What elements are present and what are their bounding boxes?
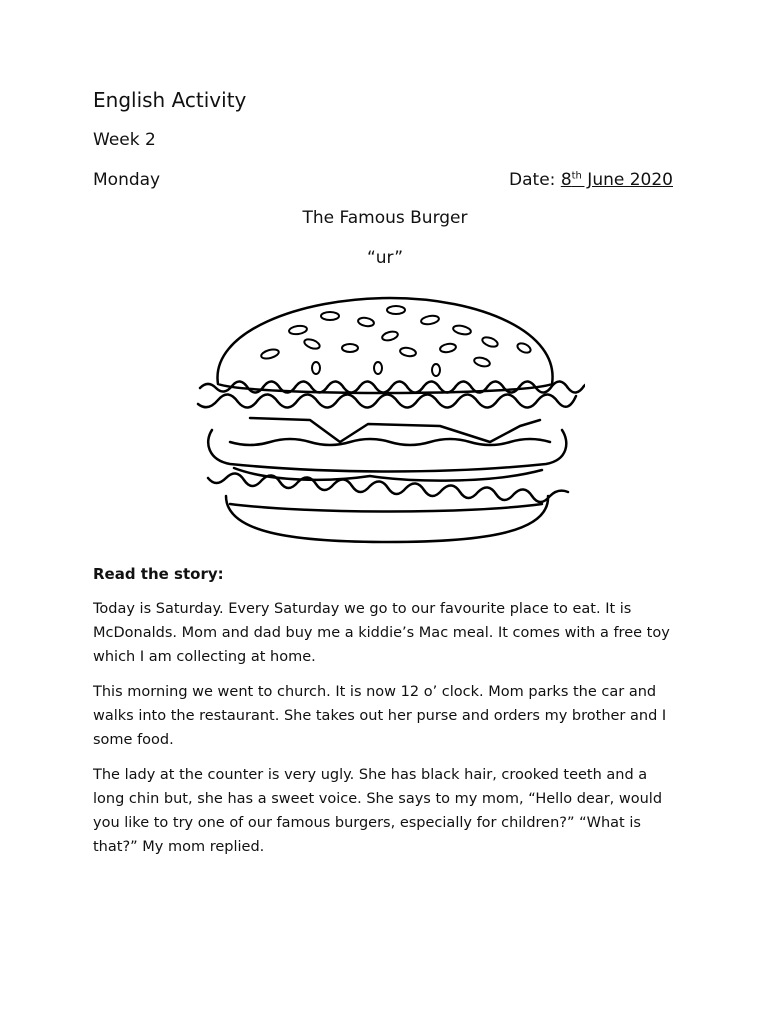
day-heading: Monday [93,170,161,190]
read-story-label: Read the story: [93,565,224,583]
date-label: Date: [509,170,556,190]
date-day: 8 [560,170,572,190]
week-heading: Week 2 [93,130,156,150]
activity-heading: English Activity [93,88,247,112]
phonics-sound: “ur” [366,248,404,268]
date-field [509,170,673,190]
story-paragraph-3: The lady at the counter is very ugly. She has black hair, crooked teeth and a long chin but, she has a sweet voice. She says to my mom, “Hello dear, would you like to try one of our famous burgers, especially for children?” “What is that?” My mom replied. [93,767,663,855]
date-value [561,170,673,190]
story-title: The Famous Burger [302,208,468,228]
date-suffix: th [571,170,582,182]
story-paragraph-1: Today is Saturday. Every Saturday we go to our favourite place to eat. It is McDonalds. Mom and dad buy me a kiddie’s Mac meal. It comes with a free toy which I am collecting at home. [93,601,670,665]
date-rest: June 2020 [581,170,673,190]
story-paragraph-2: This morning we went to church. It is now 12 o’ clock. Mom parks the car and walks into the restaurant. She takes out her purse and orders my brother and I some food. [93,684,667,748]
burger-icon [190,292,585,547]
